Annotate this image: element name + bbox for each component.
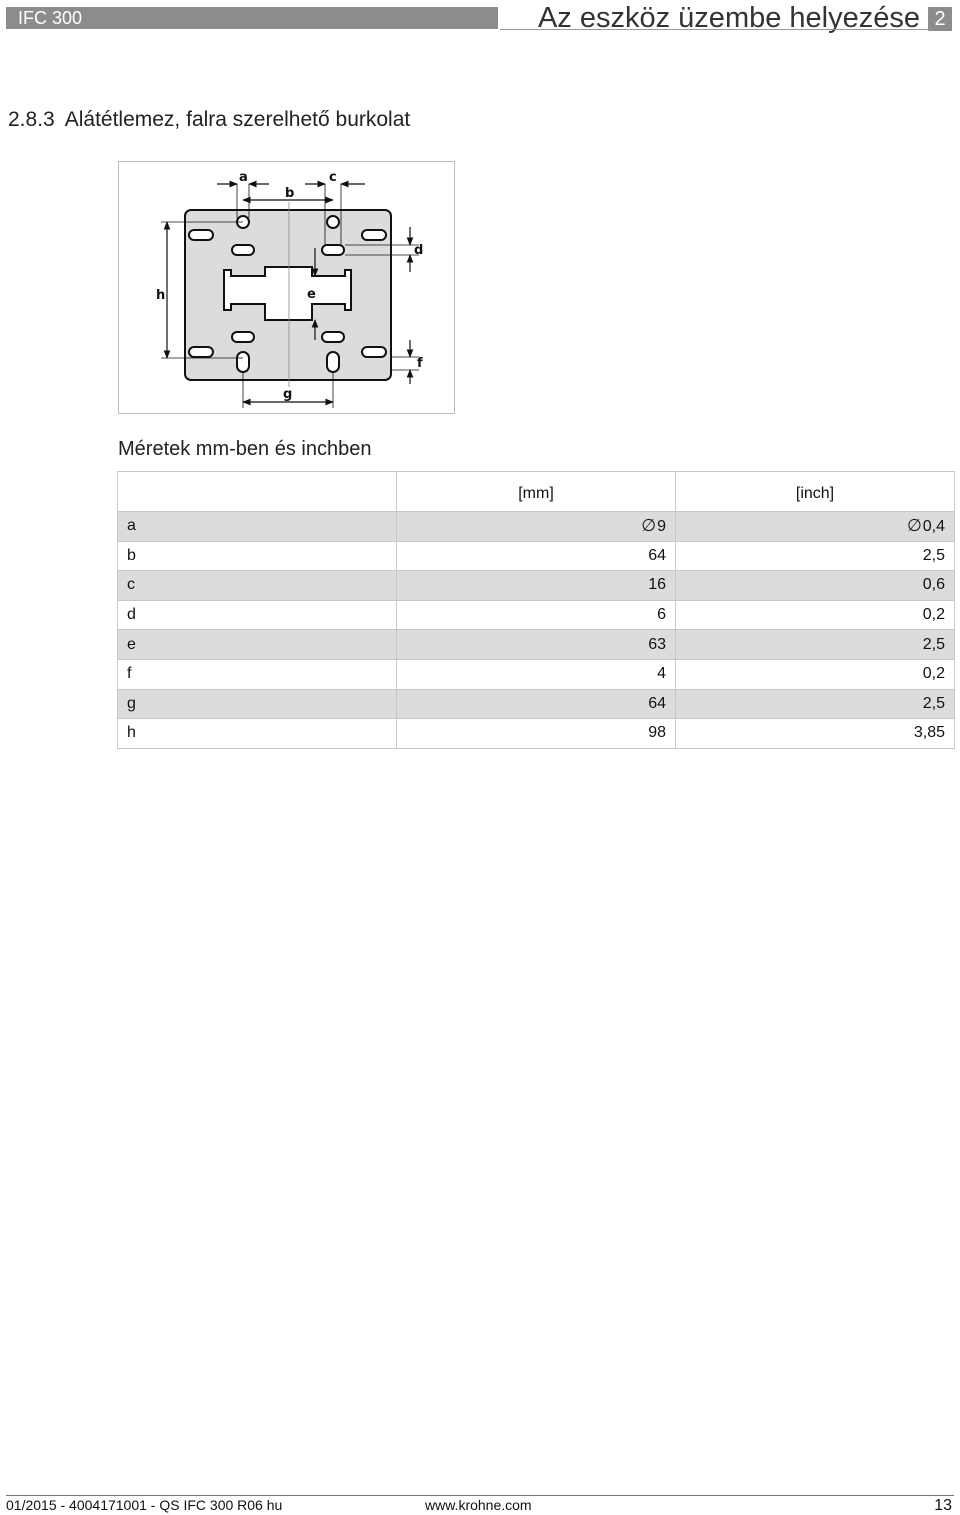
table-row	[118, 719, 955, 749]
mm-cell	[397, 719, 676, 749]
inch-cell	[676, 512, 955, 542]
inch-cell	[676, 541, 955, 571]
table-row	[118, 541, 955, 571]
footer-website: www.krohne.com	[425, 1497, 532, 1513]
header-bar	[500, 0, 954, 36]
mounting-plate-figure	[118, 161, 455, 414]
inch-cell	[676, 659, 955, 689]
col-header-inch: [inch]	[676, 472, 955, 512]
slot-mid-right	[322, 245, 344, 255]
mm-cell	[397, 512, 676, 542]
row-label-value: e	[127, 635, 136, 653]
hole-top-right	[327, 216, 339, 228]
dim-label-e: e	[307, 287, 316, 302]
dim-label-b: b	[285, 186, 295, 201]
dim-label-h: h	[156, 288, 166, 303]
inch-cell-value: 2,5	[922, 546, 945, 564]
table-row	[118, 600, 955, 630]
inch-cell-value: 2,5	[922, 694, 945, 712]
section-title: Alátétlemez, falra szerelhető burkolat	[64, 108, 411, 131]
slot-top-right	[362, 230, 386, 240]
dim-label-f: f	[417, 356, 423, 371]
header-title: Az eszköz üzembe helyezése	[537, 2, 920, 34]
hole-bot-left	[237, 352, 249, 372]
dim-label-d: d	[414, 243, 424, 258]
footer	[6, 1495, 954, 1513]
diameter-icon: ∅	[641, 516, 657, 536]
row-label	[118, 630, 397, 660]
mm-cell	[397, 659, 676, 689]
header-product: IFC 300	[6, 7, 498, 29]
dim-label-g: g	[283, 387, 293, 402]
row-label	[118, 719, 397, 749]
mm-cell-value: 4	[657, 665, 666, 683]
inch-cell-value: 2,5	[922, 635, 945, 653]
inch-cell	[676, 719, 955, 749]
row-label	[118, 689, 397, 719]
inch-cell-value: 0,4	[922, 518, 945, 536]
mm-cell-value: 98	[648, 724, 666, 742]
mm-cell	[397, 600, 676, 630]
inch-cell	[676, 571, 955, 601]
mm-cell	[397, 541, 676, 571]
slot-low-left	[232, 332, 254, 342]
mm-cell-value: 64	[648, 694, 666, 712]
inch-cell-value: 0,6	[922, 576, 945, 594]
section-heading	[8, 108, 410, 132]
row-label	[118, 571, 397, 601]
inch-cell	[676, 689, 955, 719]
mm-cell-value: 9	[657, 518, 666, 536]
col-header-label	[118, 472, 397, 512]
slot-bot-right	[362, 347, 386, 357]
dim-label-a: a	[239, 170, 248, 185]
row-label-value: b	[127, 546, 136, 564]
mm-cell	[397, 689, 676, 719]
inch-cell-value: 3,85	[913, 724, 945, 742]
table-row	[118, 630, 955, 660]
inch-cell	[676, 600, 955, 630]
slot-bot-left	[189, 347, 213, 357]
mm-cell-value: 63	[648, 635, 666, 653]
figure-caption: Méretek mm-ben és inchben	[118, 438, 372, 460]
row-label-value: g	[127, 694, 136, 712]
dim-label-c: c	[329, 170, 337, 185]
diameter-icon: ∅	[906, 516, 922, 536]
slot-top-left	[189, 230, 213, 240]
section-number: 2.8.3	[8, 108, 55, 131]
mm-cell	[397, 571, 676, 601]
mounting-plate-drawing	[119, 162, 456, 415]
table-row	[118, 689, 955, 719]
table-row	[118, 512, 955, 542]
header-rule	[500, 29, 932, 30]
row-label	[118, 512, 397, 542]
dimensions-table	[117, 471, 955, 749]
chapter-badge: 2	[928, 7, 952, 31]
row-label-value: c	[127, 576, 135, 594]
mm-cell-value: 6	[657, 606, 666, 624]
row-label-value: d	[127, 606, 136, 624]
slot-low-right	[322, 332, 344, 342]
slot-mid-left	[232, 245, 254, 255]
hole-bot-right	[327, 352, 339, 372]
page-number: 13	[934, 1497, 952, 1514]
row-label-value: f	[127, 665, 132, 683]
inch-cell-value: 0,2	[922, 665, 945, 683]
mm-cell-value: 64	[648, 546, 666, 564]
mm-cell	[397, 630, 676, 660]
row-label	[118, 600, 397, 630]
col-header-mm: [mm]	[397, 472, 676, 512]
table-row	[118, 571, 955, 601]
row-label	[118, 659, 397, 689]
table-row	[118, 659, 955, 689]
inch-cell-value: 0,2	[922, 606, 945, 624]
inch-cell	[676, 630, 955, 660]
row-label-value: h	[127, 724, 136, 742]
row-label-value: a	[127, 517, 136, 535]
row-label	[118, 541, 397, 571]
mm-cell-value: 16	[648, 576, 666, 594]
table-header-row	[118, 472, 955, 512]
footer-doc-number: 01/2015 - 4004171001 - QS IFC 300 R06 hu	[6, 1497, 283, 1513]
